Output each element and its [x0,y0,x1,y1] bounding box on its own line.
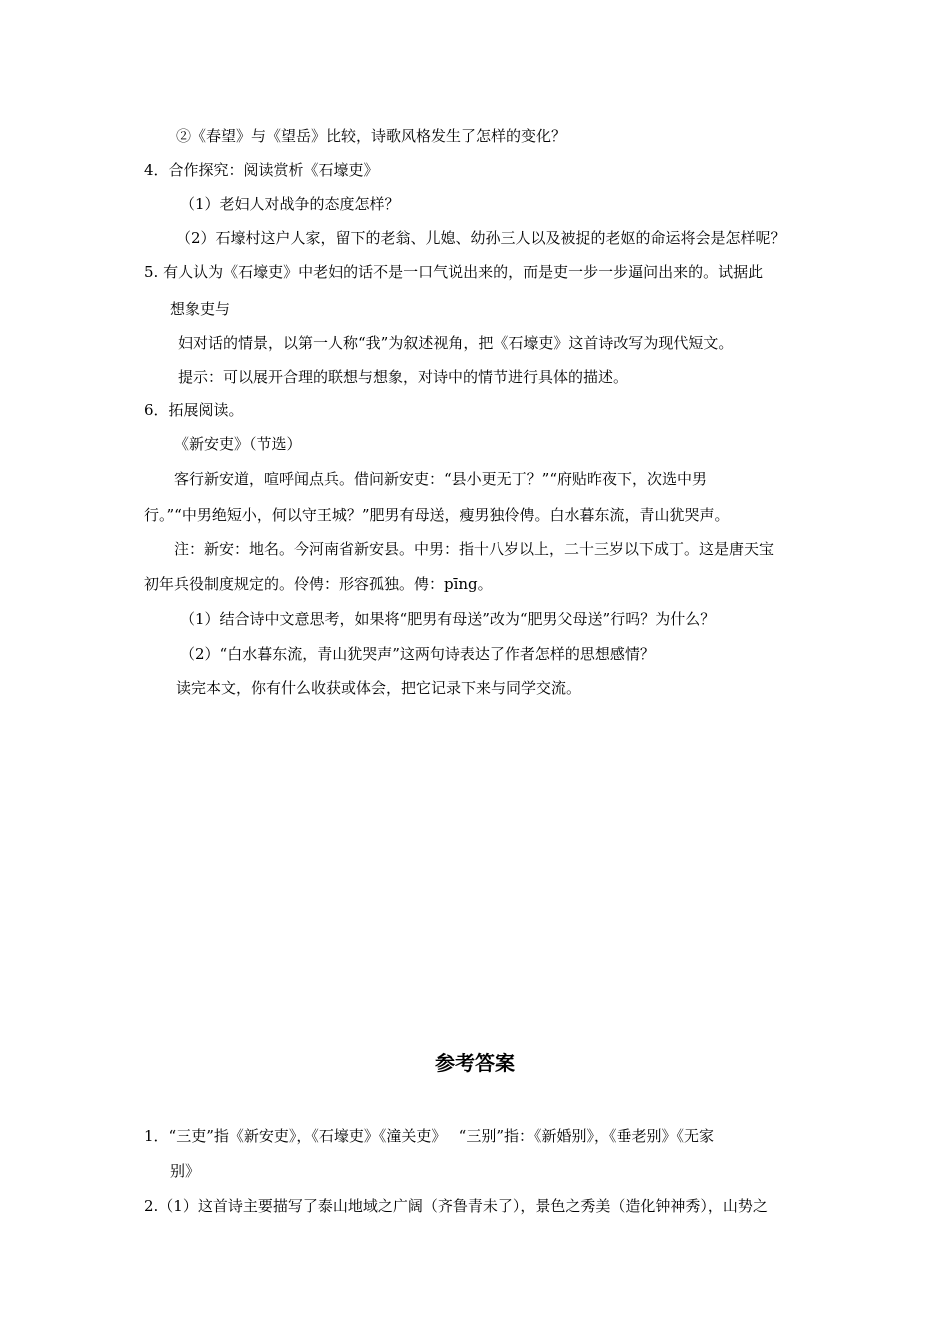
question-5-line-1: 5. 有人认为《石壕吏》中老妇的话不是一口气说出来的，而是吏一步一步逼问出来的。试据此 [144,263,764,281]
note-line-2: 初年兵役制度规定的。伶俜：形容孤独。俜：pīng。 [144,575,493,593]
poem-title: 《新安吏》（节选） [174,435,302,453]
note-line-1: 注：新安：地名。今河南省新安县。中男：指十八岁以上，二十三岁以下成丁。这是唐天宝 [174,540,775,558]
question-6: 6．拓展阅读。 [144,401,244,419]
question-4-2: （2）石壕村这户人家，留下的老翁、儿媳、幼孙三人以及被捉的老妪的命运将会是怎样呢？ [176,229,786,247]
question-5-line-3: 妇对话的情景，以第一人称“我”为叙述视角，把《石壕吏》这首诗改写为现代短文。 [178,334,734,352]
poem-line-1: 客行新安道，喧呼闻点兵。借问新安吏：“县小更无丁？”“府贴昨夜下，次选中男 [174,470,708,488]
poem-line-2: 行。”“中男绝短小，何以守王城？”肥男有母送，瘦男独伶俜。白水暮东流，青山犹哭声。 [144,506,730,524]
question-6-2: （2）“白水暮东流，青山犹哭声”这两句诗表达了作者怎样的思想感情？ [180,645,655,663]
question-4-1: （1）老妇人对战争的态度怎样？ [180,195,400,213]
question-5-line-2: 想象吏与 [170,300,231,318]
answer-1-line-2: 别》 [170,1162,201,1180]
question-5-tip: 提示：可以展开合理的联想与想象，对诗中的情节进行具体的描述。 [178,368,629,386]
question-4: 4．合作探究：阅读赏析《石壕吏》 [144,161,379,179]
reflection-prompt: 读完本文，你有什么收获或体会，把它记录下来与同学交流。 [176,679,582,697]
question-3-2: ②《春望》与《望岳》比较，诗歌风格发生了怎样的变化？ [176,127,567,145]
answer-2-line-1: 2.（1）这首诗主要描写了泰山地域之广阔（齐鲁青未了），景色之秀美（造化钟神秀），山势之 [144,1197,768,1215]
answer-1-line-1: 1．“三吏”指《新安吏》，《石壕吏》《潼关吏》 “三别”指：《新婚别》，《垂老别》《无家 [144,1127,714,1145]
question-6-1: （1）结合诗中文意思考，如果将“肥男有母送”改为“肥男父母送”行吗？为什么？ [180,610,716,628]
answers-title: 参考答案 [435,1051,515,1075]
